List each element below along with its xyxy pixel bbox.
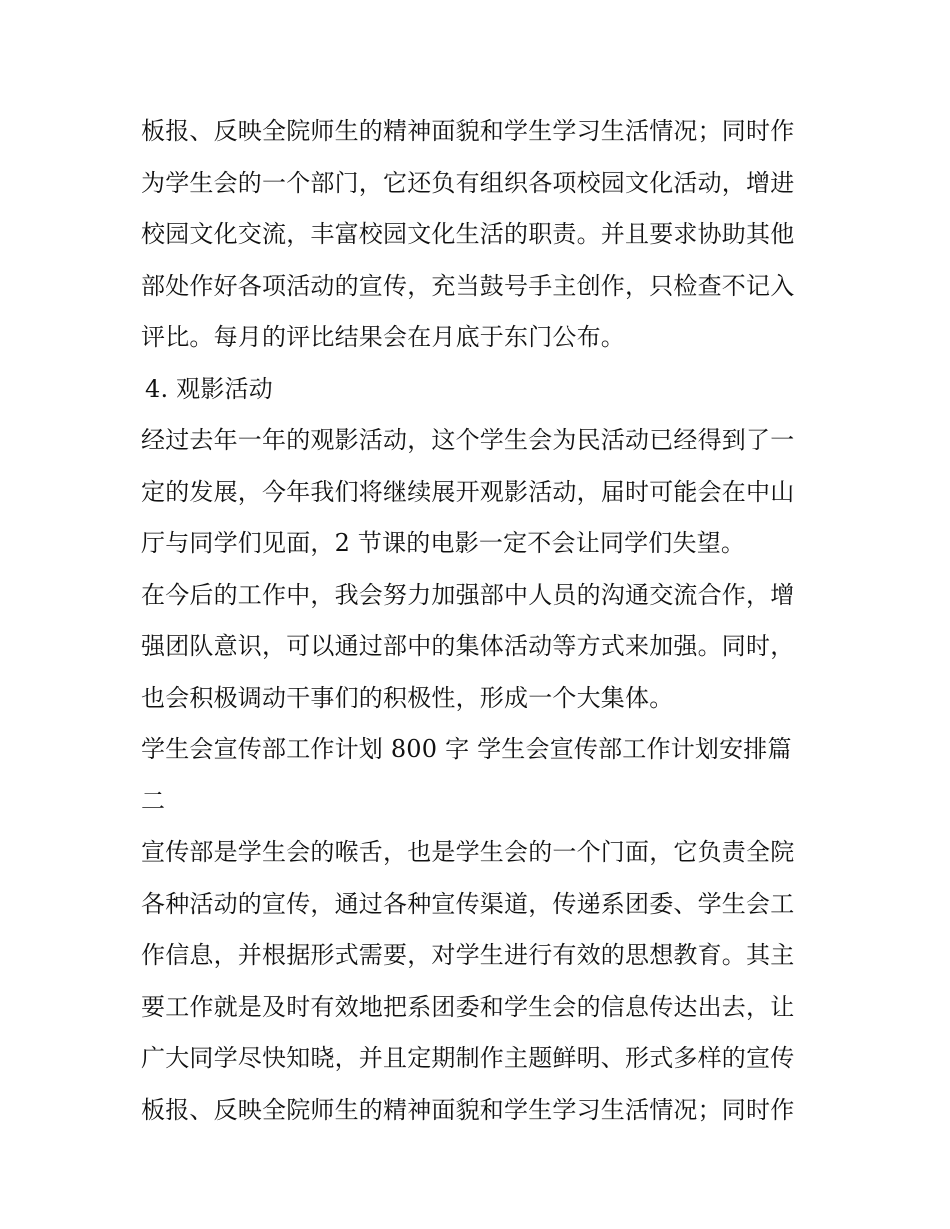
text-line: 部处作好各项活动的宣传，充当鼓号手主创作，只检查不记入: [141, 271, 795, 300]
text-line: 板报、反映全院师生的精神面貌和学生学习生活情况；同时作: [141, 1095, 795, 1124]
text-line: 在今后的工作中，我会努力加强部中人员的沟通交流合作，增: [141, 580, 795, 609]
text-line: 作信息，并根据形式需要，对学生进行有效的思想教育。其主: [141, 941, 795, 969]
text-line: 板报、反映全院师生的精神面貌和学生学习生活情况；同时作: [141, 117, 795, 145]
body-text: [141, 106, 821, 1136]
text-line: 各种活动的宣传，通过各种宣传渠道，传递系团委、学生会工: [141, 889, 795, 918]
text-line: 也会积极调动干事们的积极性，形成一个大集体。: [141, 683, 674, 712]
text-line: 为学生会的一个部门，它还负有组织各项校园文化活动，增进: [141, 168, 795, 197]
text-line: 评比。每月的评比结果会在月底于东门公布。: [141, 323, 625, 351]
text-line: 厅与同学们见面，2 节课的电影一定不会让同学们失望。: [141, 529, 746, 557]
text-line: 要工作就是及时有效地把系团委和学生会的信息传达出去，让: [141, 992, 795, 1021]
text-line: 广大同学尽快知晓，并且定期制作主题鲜明、形式多样的宣传: [141, 1044, 795, 1072]
text-line: 定的发展，今年我们将继续展开观影活动，届时可能会在中山: [141, 477, 795, 506]
text-line: 强团队意识，可以通过部中的集体活动等方式来加强。同时，: [141, 632, 795, 660]
text-line: 校园文化交流，丰富校园文化生活的职责。并且要求协助其他: [141, 220, 795, 248]
article-title-continued: 二: [141, 786, 166, 815]
section-heading: 4. 观影活动: [145, 374, 273, 403]
text-line: 经过去年一年的观影活动，这个学生会为民活动已经得到了一: [141, 426, 795, 454]
article-title: 学生会宣传部工作计划 800 字 学生会宣传部工作计划安排篇: [141, 735, 792, 763]
text-line: 宣传部是学生会的喉舌，也是学生会的一个门面，它负责全院: [141, 838, 795, 866]
